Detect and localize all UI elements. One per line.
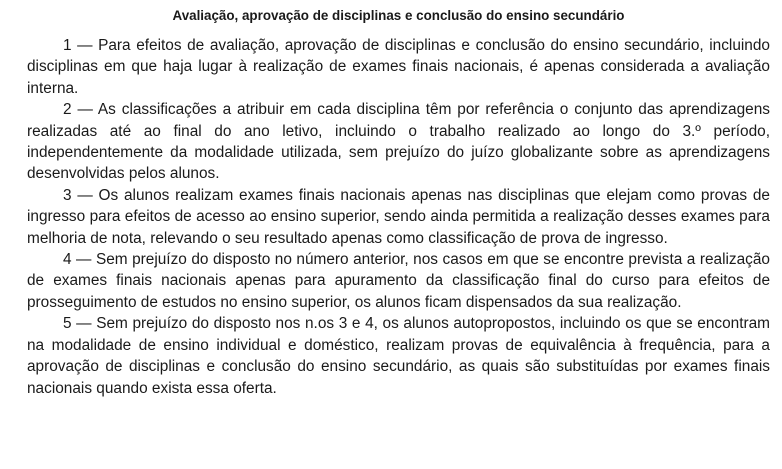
paragraph-4: 4 — Sem prejuízo do disposto no número anterior, nos casos em que se encontre prevista a realização de exames finais nacionais apenas para apuramento da classificação final do curso para efeitos de prosseguimento de estudos no ensino superior, os alunos ficam dispensados da sua realização.: [27, 251, 770, 311]
paragraph-3: 3 — Os alunos realizam exames finais nacionais apenas nas disciplinas que elejam como provas de ingresso para efeitos de acesso ao ensino superior, sendo ainda permitida a realização desses exames para melhoria de nota, relevando o seu resultado apenas como classificação de prova de ingresso.: [27, 186, 770, 247]
section-title: Avaliação, aprovação de disciplinas e conclusão do ensino secundário: [172, 8, 625, 23]
paragraph-2: 2 — As classificações a atribuir em cada disciplina têm por referência o conjunto das aprendizagens realizadas até ao final do ano letivo, incluindo o trabalho realizado ao longo do 3.º período, independentemente da modalidade utilizada, sem prejuízo do juízo globalizante sobre as aprendizagens desenvolvidas pelos alunos.: [27, 101, 770, 183]
paragraph-1: 1 — Para efeitos de avaliação, aprovação de disciplinas e conclusão do ensino secundário, incluindo disciplinas em que haja lugar à realização de exames finais nacionais, é apenas considerada a avaliação interna.: [27, 37, 770, 97]
paragraph-5: 5 — Sem prejuízo do disposto nos n.os 3 e 4, os alunos autopropostos, incluindo os que se encontram na modalidade de ensino individual e doméstico, realizam provas de equivalência à frequência, para a aprovação de disciplinas e conclusão do ensino secundário, as quais são substituídas por exames finais nacionais quando exista essa oferta.: [27, 315, 770, 397]
